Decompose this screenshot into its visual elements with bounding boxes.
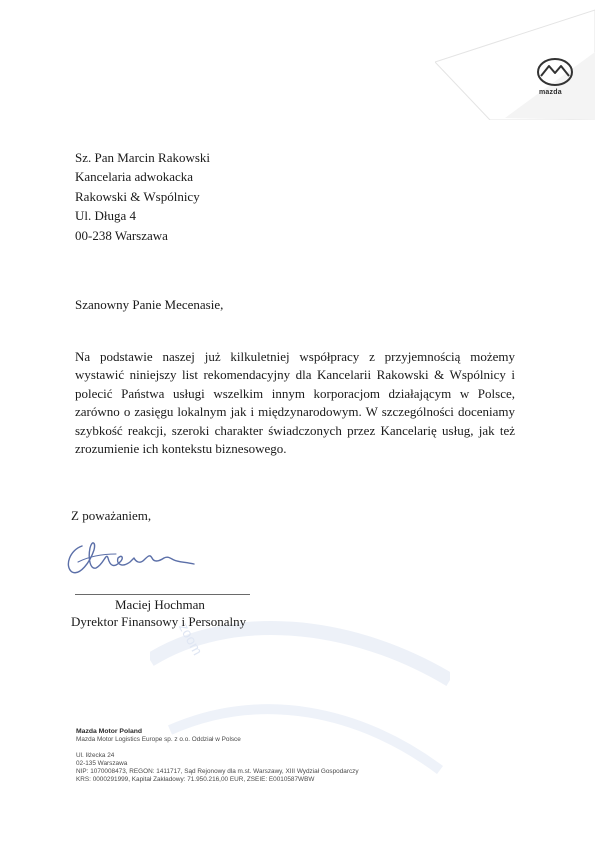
signer-title: Dyrektor Finansowy i Personalny bbox=[71, 614, 247, 629]
recipient-address bbox=[75, 148, 210, 245]
salutation: Szanowny Panie Mecenasie, bbox=[75, 297, 224, 312]
recipient-firm-name: Rakowski & Wspólnicy bbox=[75, 188, 200, 204]
footer-krs: KRS: 0000291999, Kapitał Zakładowy: 71.950.216,00 EUR, ZSEIE: E0010587WBW bbox=[76, 776, 315, 783]
company-logo bbox=[435, 0, 595, 120]
footer-street: Ul. Iłżecka 24 bbox=[76, 752, 115, 759]
footer-company: Mazda Motor Poland bbox=[76, 728, 143, 735]
signer-name: Maciej Hochman bbox=[115, 597, 205, 612]
recipient-firm-type: Kancelaria adwokacka bbox=[75, 169, 194, 185]
footer-branch: Mazda Motor Logistics Europe sp. z o.o. Oddział w Polsce bbox=[76, 736, 241, 743]
letter-body: Na podstawie naszej już kilkuletniej współpracy z przyjemnością możemy wystawić niniejszy list rekomendacyjny dla Kancelarii Rakowski & Wspólnicy i polecić Państwa usługi wszelkim innym korporacjom działającym w Polsce, zarówno o zasięgu lokalnym jak i międzynarodowym. W szczególności doceniamy szybkość reakcji, szeroki charakter świadczonych przez Kancelarię usług, jak też zrozumienie ich kontekstu biznesowego. bbox=[75, 349, 515, 457]
recipient-city: 00-238 Warszawa bbox=[75, 227, 168, 243]
recipient-street: Ul. Długa 4 bbox=[75, 208, 137, 224]
watermark-text: zoom bbox=[175, 620, 207, 658]
company-footer bbox=[76, 728, 359, 784]
logo-graphic bbox=[435, 0, 595, 120]
signature-graphic bbox=[60, 532, 220, 582]
signature bbox=[60, 532, 220, 587]
logo-wordmark: mazda bbox=[539, 89, 562, 96]
footer-registry: NIP: 1070008473, REGON: 1411717, Sąd Rejonowy dla m.st. Warszawy, XIII Wydział Gospodarczy bbox=[76, 768, 359, 775]
footer-city: 02-135 Warszawa bbox=[76, 760, 128, 767]
closing: Z poważaniem, bbox=[71, 508, 152, 523]
signature-line bbox=[75, 594, 250, 595]
recipient-name: Sz. Pan Marcin Rakowski bbox=[75, 150, 211, 165]
